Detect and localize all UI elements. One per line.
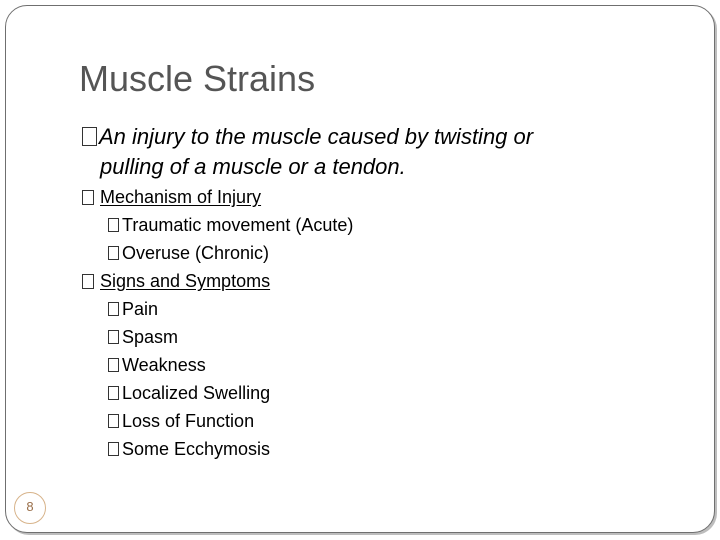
list-item: Pain [108, 299, 158, 320]
bullet-box-icon [108, 302, 119, 316]
slide-number: 8 [26, 499, 34, 514]
list-item: Overuse (Chronic) [108, 243, 269, 264]
list-item: Loss of Function [108, 411, 254, 432]
bullet-box-icon [108, 414, 119, 428]
bullet-box-icon [108, 386, 119, 400]
bullet-box-icon [108, 218, 119, 232]
section-heading-signs: Signs and Symptoms [82, 271, 270, 292]
bullet-box-icon [82, 127, 97, 146]
slide-title: Muscle Strains [79, 58, 316, 99]
bullet-box-icon [82, 190, 94, 205]
bullet-box-icon [108, 246, 119, 260]
list-item: Traumatic movement (Acute) [108, 215, 353, 236]
list-item: Localized Swelling [108, 383, 270, 404]
definition-line-1: An injury to the muscle caused by twisting or [99, 124, 534, 149]
bullet-box-icon [108, 442, 119, 456]
bullet-box-icon [108, 330, 119, 344]
list-item: Spasm [108, 327, 178, 348]
list-item: Some Ecchymosis [108, 439, 270, 460]
list-item: Weakness [108, 355, 206, 376]
bullet-box-icon [108, 358, 119, 372]
definition-bullet [82, 122, 642, 182]
definition-line-2: pulling of a muscle or a tendon. [100, 154, 406, 179]
section-heading-mechanism: Mechanism of Injury [82, 187, 261, 208]
bullet-box-icon [82, 274, 94, 289]
